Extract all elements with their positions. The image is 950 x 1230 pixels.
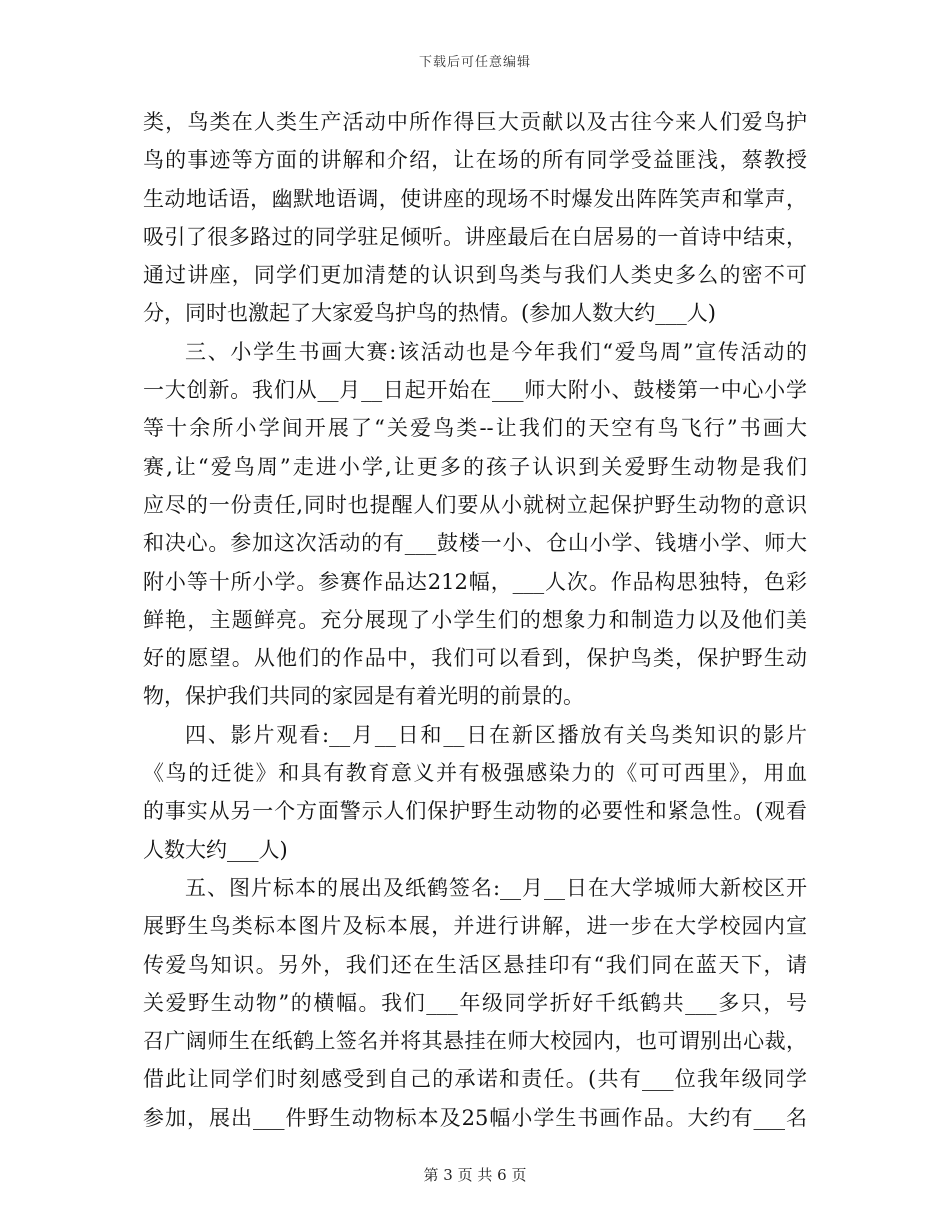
body-line: 传爱鸟知识。另外，我们还在生活区悬挂印有“我们同在蓝天下，请: [143, 952, 807, 977]
body-line: 展野生鸟类标本图片及标本展，并进行讲解，进一步在大学校园内宣: [143, 914, 807, 939]
document-body: [143, 103, 807, 1137]
body-line: 召广阔师生在纸鹤上签名并将其悬挂在师大校园内，也可谓别出心裁，: [143, 1029, 807, 1054]
body-line: 赛,让“爱鸟周”走进小学,让更多的孩子认识到关爱野生动物是我们: [143, 454, 807, 479]
body-line: 等十余所小学间开展了“关爱鸟类--让我们的天空有鸟飞行”书画大: [143, 416, 807, 441]
body-line: 附小等十所小学。参赛作品达212幅，___人次。作品构思独特，色彩: [143, 569, 807, 594]
body-line: 类，鸟类在人类生产活动中所作得巨大贡献以及古往今来人们爱鸟护: [143, 110, 807, 134]
section-heading-line: 五、图片标本的展出及纸鹤签名:__月__日在大学城师大新校区开: [185, 875, 807, 900]
page-number-footer: 第 3 页 共 6 页: [423, 1166, 527, 1184]
body-line: 借此让同学们时刻感受到自己的承诺和责任。(共有___位我年级同学: [143, 1067, 807, 1092]
body-line: 人数大约___人): [143, 837, 288, 862]
body-line: 分，同时也激起了大家爱鸟护鸟的热情。(参加人数大约___人): [143, 301, 716, 326]
body-line: 好的愿望。从他们的作品中，我们可以看到，保护鸟类，保护野生动: [143, 646, 807, 671]
body-line: 鸟的事迹等方面的讲解和介绍，让在场的所有同学受益匪浅，蔡教授: [143, 148, 807, 173]
body-line: 生动地话语，幽默地语调，使讲座的现场不时爆发出阵阵笑声和掌声，: [143, 186, 807, 211]
body-line: 的事实从另一个方面警示人们保护野生动物的必要性和紧急性。(观看: [143, 799, 807, 824]
body-line: 关爱野生动物”的横幅。我们___年级同学折好千纸鹤共___多只，号: [143, 990, 807, 1015]
body-line: 和决心。参加这次活动的有___鼓楼一小、仓山小学、钱塘小学、师大: [143, 531, 807, 556]
section-heading-line: 四、影片观看:__月__日和__日在新区播放有关鸟类知识的影片: [185, 722, 807, 747]
section-heading-line: 三、小学生书画大赛:该活动也是今年我们“爱鸟周”宣传活动的: [185, 339, 807, 364]
body-line: 吸引了很多路过的同学驻足倾听。讲座最后在白居易的一首诗中结束，: [143, 224, 807, 249]
body-line: 鲜艳，主题鲜亮。充分展现了小学生们的想象力和制造力以及他们美: [143, 607, 807, 632]
body-line: 《鸟的迁徙》和具有教育意义并有极强感染力的《可可西里》，用血: [143, 761, 807, 786]
body-line: 参加，展出___件野生动物标本及25幅小学生书画作品。大约有___名: [143, 1105, 807, 1130]
body-line: 通过讲座，同学们更加清楚的认识到鸟类与我们人类史多么的密不可: [143, 263, 807, 288]
body-line: 一大创新。我们从__月__日起开始在___师大附小、鼓楼第一中心小学: [143, 378, 807, 403]
body-line: 物，保护我们共同的家园是有着光明的前景的。: [143, 684, 584, 709]
body-line: 应尽的一份责任,同时也提醒人们要从小就树立起保护野生动物的意识: [143, 492, 807, 517]
page-header: 下载后可任意编辑: [418, 55, 531, 70]
